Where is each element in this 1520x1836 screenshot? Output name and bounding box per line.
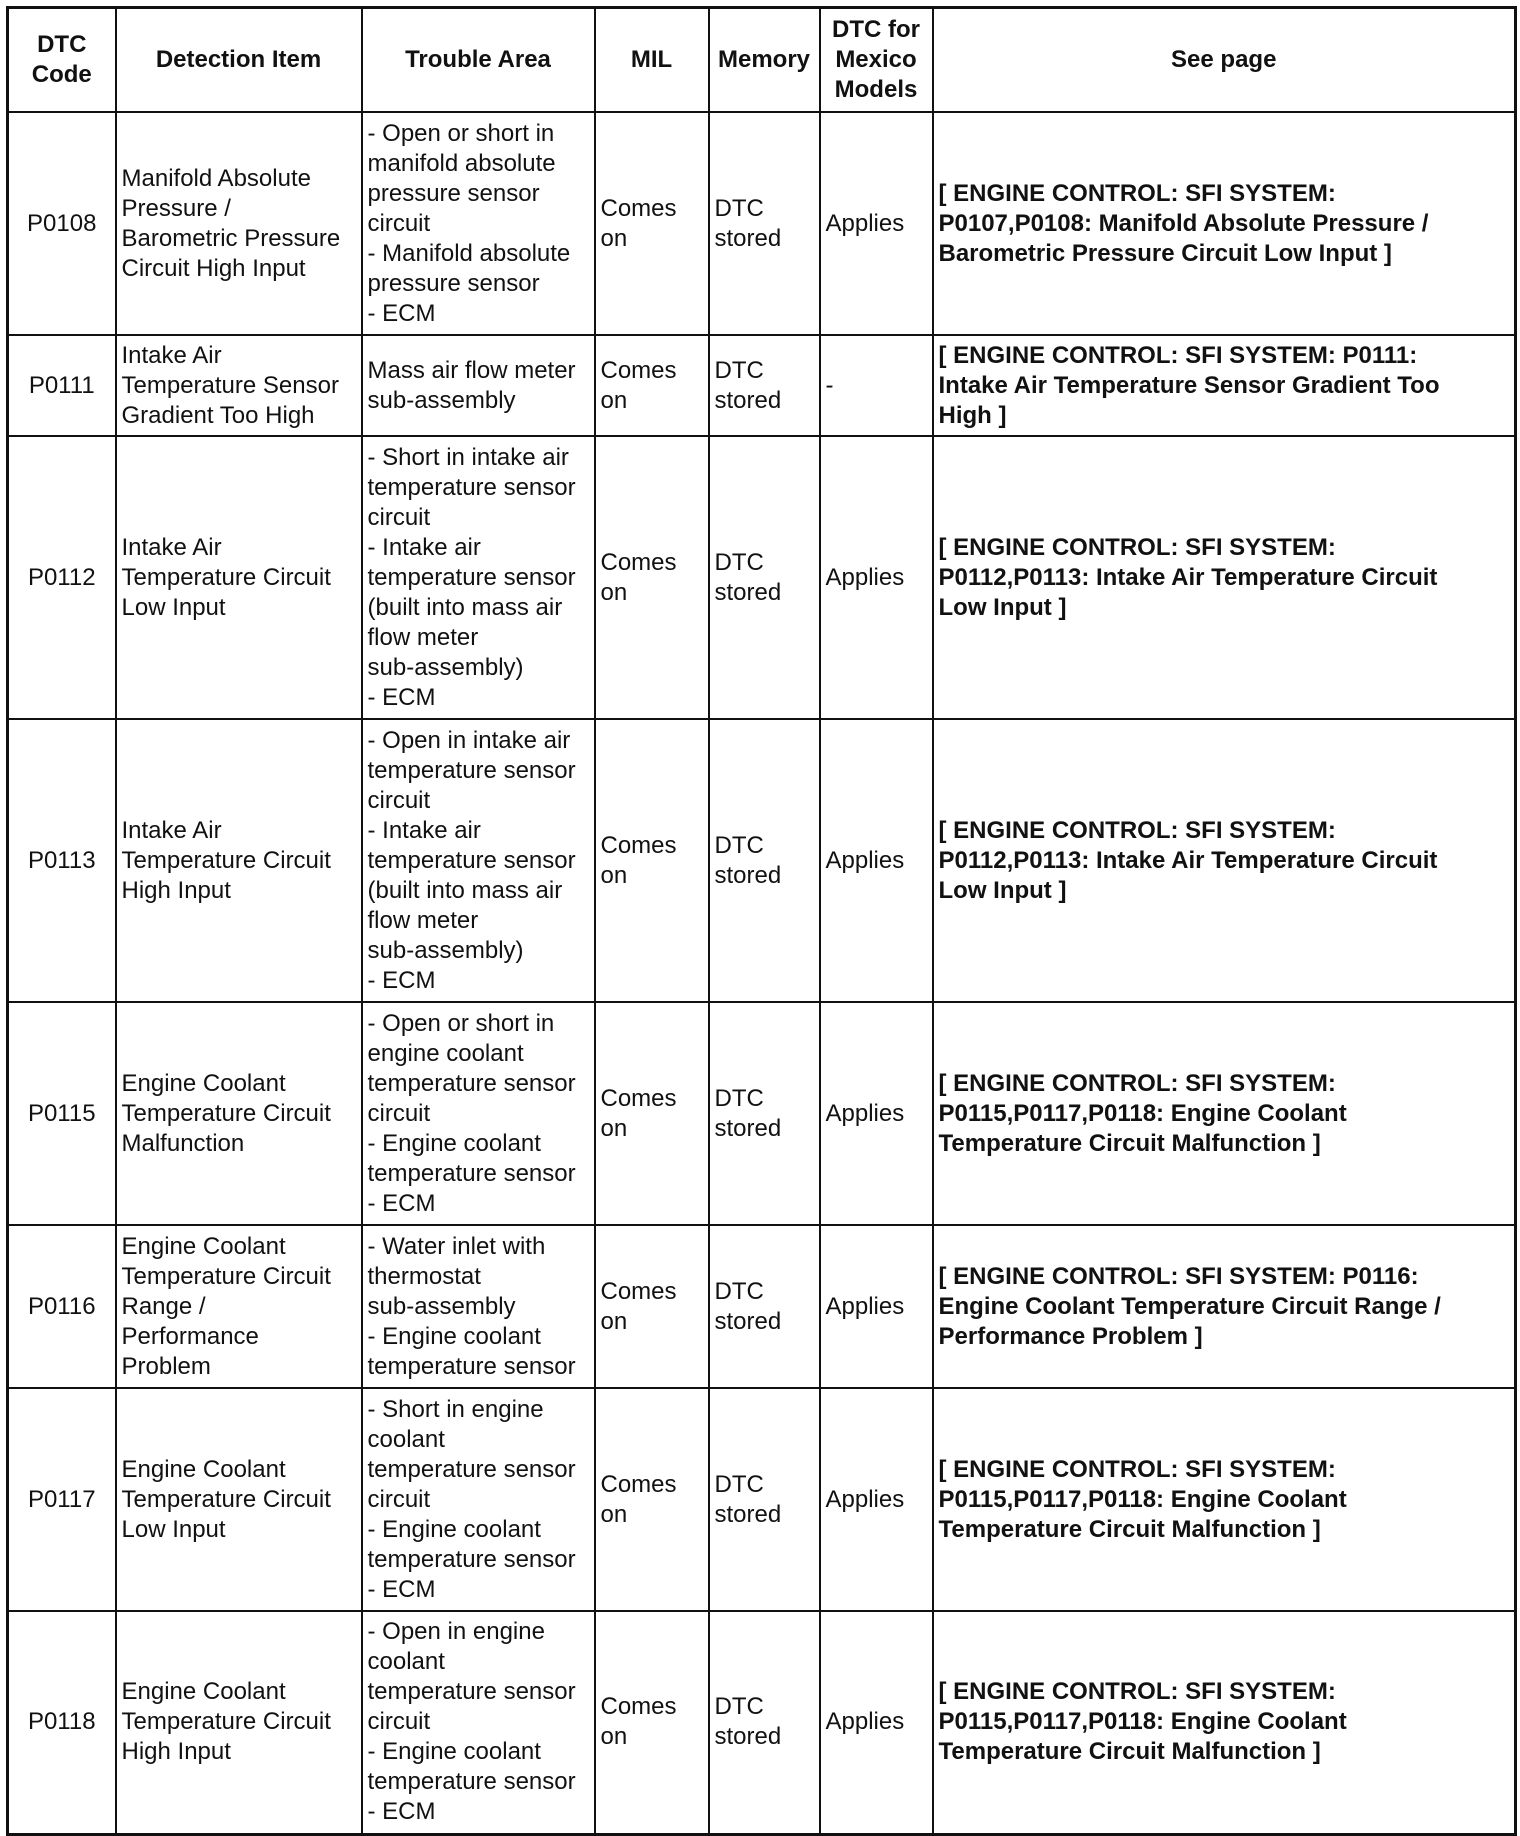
header-detection-item: Detection Item bbox=[116, 8, 362, 113]
mexico-cell: Applies bbox=[820, 1002, 933, 1225]
see-page-link[interactable]: [ ENGINE CONTROL: SFI SYSTEM: P0107,P0108: Manifold Absolute Pressure / Barometric Pressure Circuit Low Input ] bbox=[933, 112, 1516, 335]
dtc-table bbox=[6, 6, 1517, 1836]
mexico-cell: Applies bbox=[820, 719, 933, 1002]
trouble-area-cell: - Open in engine coolant temperature sensor circuit - Engine coolant temperature sensor - ECM bbox=[362, 1611, 595, 1834]
see-page-link[interactable]: [ ENGINE CONTROL: SFI SYSTEM: P0111: Intake Air Temperature Sensor Gradient Too High ] bbox=[933, 335, 1516, 436]
see-page-link[interactable]: [ ENGINE CONTROL: SFI SYSTEM: P0112,P0113: Intake Air Temperature Circuit Low Input ] bbox=[933, 719, 1516, 1002]
trouble-area-cell: - Short in engine coolant temperature sensor circuit - Engine coolant temperature sensor - ECM bbox=[362, 1388, 595, 1611]
header-row bbox=[8, 8, 1516, 113]
table-row bbox=[8, 436, 1516, 719]
dtc-code-cell: P0113 bbox=[8, 719, 116, 1002]
dtc-code-cell: P0115 bbox=[8, 1002, 116, 1225]
table-row bbox=[8, 335, 1516, 436]
header-see-page: See page bbox=[933, 8, 1516, 113]
mexico-cell: Applies bbox=[820, 112, 933, 335]
detection-item-cell: Intake Air Temperature Circuit High Input bbox=[116, 719, 362, 1002]
trouble-area-cell: Mass air flow meter sub-assembly bbox=[362, 335, 595, 436]
see-page-link[interactable]: [ ENGINE CONTROL: SFI SYSTEM: P0115,P0117,P0118: Engine Coolant Temperature Circuit Malfunction ] bbox=[933, 1611, 1516, 1834]
see-page-link[interactable]: [ ENGINE CONTROL: SFI SYSTEM: P0116: Engine Coolant Temperature Circuit Range / Performance Problem ] bbox=[933, 1225, 1516, 1388]
detection-item-cell: Engine Coolant Temperature Circuit Malfunction bbox=[116, 1002, 362, 1225]
mil-cell: Comes on bbox=[595, 436, 709, 719]
header-memory: Memory bbox=[709, 8, 820, 113]
trouble-area-cell: - Short in intake air temperature sensor circuit - Intake air temperature sensor (built into mass air flow meter sub-assembly) - ECM bbox=[362, 436, 595, 719]
mexico-cell: Applies bbox=[820, 1388, 933, 1611]
trouble-area-cell: - Open or short in engine coolant temperature sensor circuit - Engine coolant temperature sensor - ECM bbox=[362, 1002, 595, 1225]
see-page-link[interactable]: [ ENGINE CONTROL: SFI SYSTEM: P0112,P0113: Intake Air Temperature Circuit Low Input ] bbox=[933, 436, 1516, 719]
table-row bbox=[8, 1388, 1516, 1611]
dtc-table-wrapper bbox=[6, 6, 1517, 1836]
mexico-cell: Applies bbox=[820, 436, 933, 719]
mil-cell: Comes on bbox=[595, 719, 709, 1002]
memory-cell: DTC stored bbox=[709, 1002, 820, 1225]
memory-cell: DTC stored bbox=[709, 719, 820, 1002]
dtc-code-cell: P0118 bbox=[8, 1611, 116, 1834]
detection-item-cell: Engine Coolant Temperature Circuit Range / Performance Problem bbox=[116, 1225, 362, 1388]
header-trouble-area: Trouble Area bbox=[362, 8, 595, 113]
mexico-cell: Applies bbox=[820, 1611, 933, 1834]
see-page-link[interactable]: [ ENGINE CONTROL: SFI SYSTEM: P0115,P0117,P0118: Engine Coolant Temperature Circuit Malfunction ] bbox=[933, 1388, 1516, 1611]
mil-cell: Comes on bbox=[595, 1225, 709, 1388]
dtc-code-cell: P0108 bbox=[8, 112, 116, 335]
memory-cell: DTC stored bbox=[709, 1611, 820, 1834]
mil-cell: Comes on bbox=[595, 1611, 709, 1834]
detection-item-cell: Intake Air Temperature Circuit Low Input bbox=[116, 436, 362, 719]
dtc-code-cell: P0111 bbox=[8, 335, 116, 436]
detection-item-cell: Engine Coolant Temperature Circuit Low Input bbox=[116, 1388, 362, 1611]
header-dtc-code: DTC Code bbox=[8, 8, 116, 113]
memory-cell: DTC stored bbox=[709, 335, 820, 436]
dtc-code-cell: P0112 bbox=[8, 436, 116, 719]
see-page-link[interactable]: [ ENGINE CONTROL: SFI SYSTEM: P0115,P0117,P0118: Engine Coolant Temperature Circuit Malfunction ] bbox=[933, 1002, 1516, 1225]
trouble-area-cell: - Open in intake air temperature sensor circuit - Intake air temperature sensor (built into mass air flow meter sub-assembly) - ECM bbox=[362, 719, 595, 1002]
memory-cell: DTC stored bbox=[709, 436, 820, 719]
detection-item-cell: Manifold Absolute Pressure / Barometric Pressure Circuit High Input bbox=[116, 112, 362, 335]
memory-cell: DTC stored bbox=[709, 1225, 820, 1388]
dtc-code-cell: P0116 bbox=[8, 1225, 116, 1388]
mexico-cell: - bbox=[820, 335, 933, 436]
table-row bbox=[8, 1611, 1516, 1834]
table-row bbox=[8, 719, 1516, 1002]
memory-cell: DTC stored bbox=[709, 112, 820, 335]
dtc-code-cell: P0117 bbox=[8, 1388, 116, 1611]
trouble-area-cell: - Water inlet with thermostat sub-assembly - Engine coolant temperature sensor bbox=[362, 1225, 595, 1388]
mil-cell: Comes on bbox=[595, 1002, 709, 1225]
mexico-cell: Applies bbox=[820, 1225, 933, 1388]
mil-cell: Comes on bbox=[595, 112, 709, 335]
table-row bbox=[8, 1002, 1516, 1225]
detection-item-cell: Intake Air Temperature Sensor Gradient Too High bbox=[116, 335, 362, 436]
table-row bbox=[8, 112, 1516, 335]
memory-cell: DTC stored bbox=[709, 1388, 820, 1611]
mil-cell: Comes on bbox=[595, 335, 709, 436]
header-dtc-mexico: DTC for Mexico Models bbox=[820, 8, 933, 113]
trouble-area-cell: - Open or short in manifold absolute pressure sensor circuit - Manifold absolute pressure sensor - ECM bbox=[362, 112, 595, 335]
detection-item-cell: Engine Coolant Temperature Circuit High Input bbox=[116, 1611, 362, 1834]
table-row bbox=[8, 1225, 1516, 1388]
header-mil: MIL bbox=[595, 8, 709, 113]
mil-cell: Comes on bbox=[595, 1388, 709, 1611]
